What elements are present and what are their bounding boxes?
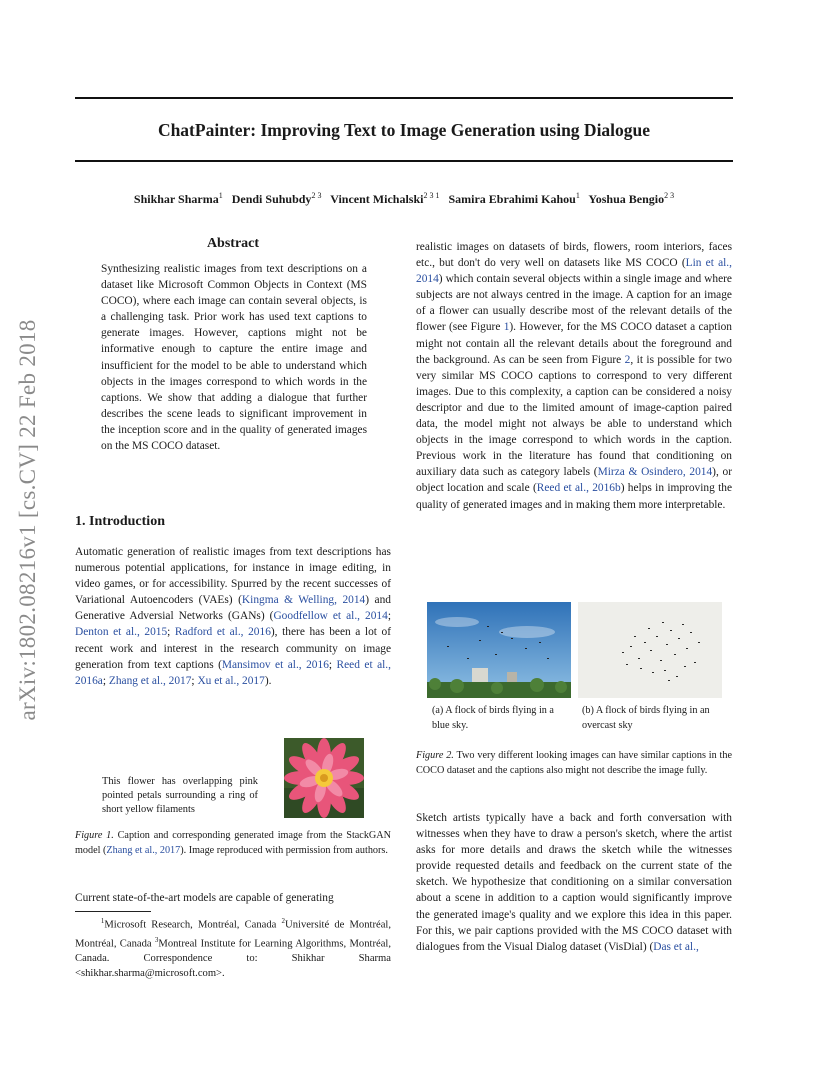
citation-link[interactable]: Radford et al., 2016 (174, 626, 271, 639)
citation-link[interactable]: Kingma & Welling, 2014 (241, 594, 366, 607)
figure1-caption: Figure 1. Caption and corresponding generated image from the StackGAN model (Zhang et al., 2017). Image reproduced with permission from authors. (75, 830, 391, 856)
title-rule-top (75, 97, 733, 99)
figure2-caption: Figure 2. Two very different looking images can have similar captions in the COCO dataset and the captions also might not describe the image fully. (416, 750, 733, 776)
citation-link[interactable]: Denton et al., 2015 (75, 626, 168, 639)
intro-paragraph-1: Automatic generation of realistic images from text descriptions has numerous potential applications, for instance in image editing, in video games, or for accessibility. Spurred by the recent successes of Variational Autoencoders (VAEs) (Kingma & Welling, 2014) and Generative Adversial Networks (GANs) (Goodfellow et al., 2014; Denton et al., 2015; Radford et al., 2016), there has been a lot of recent work and interest in the research community on image generation from text captions (Mansimov et al., 2016; Reed et al., 2016a; Zhang et al., 2017; Xu et al., 2017). (75, 546, 391, 687)
figure-ref-link[interactable]: 1 (503, 321, 510, 334)
title-rule-bottom (75, 160, 733, 162)
citation-link[interactable]: Zhang et al., 2017 (106, 844, 181, 856)
author-list (75, 191, 733, 207)
author: Shikhar Sharma$^1$ (133, 191, 223, 206)
figure-ref-link[interactable]: 2 (624, 353, 631, 366)
section-heading-introduction: 1. Introduction (75, 514, 165, 529)
figure2b-subcaption: (b) A flock of birds flying in an overcast sky (582, 705, 710, 731)
abstract-heading: Abstract (206, 236, 260, 251)
citation-link[interactable]: Reed et al., 2016b (536, 482, 621, 495)
footnote-rule (75, 911, 151, 912)
citation-link[interactable]: Mirza & Osindero, 2014 (597, 466, 713, 479)
citation-link[interactable]: Xu et al., 2017 (197, 674, 265, 687)
arxiv-stamp (8, 280, 48, 760)
affiliation-footnote: $^1$Microsoft Research, Montréal, Canada $^2$Université de Montréal, Montréal, Canada $^3$Montreal Institute for Learning Algorithms, Montréal, Canada. Correspondence to: Shikhar Sharma <shikhar.sharma@microsoft.com>. (75, 917, 391, 979)
citation-link[interactable]: Goodfellow et al., 2014 (273, 610, 388, 623)
author: Vincent Michalski$^{2 3 1}$ (330, 191, 440, 206)
figure2a-subcaption: (a) A flock of birds flying in a blue sky. (432, 705, 554, 731)
citation-link[interactable]: Das et al., (653, 940, 699, 953)
citation-link[interactable]: Reed et al., 2016a (75, 658, 391, 687)
figure2a-blue-sky-image (427, 602, 571, 698)
paper-title: ChatPainter: Improving Text to Image Generation using Dialogue (157, 120, 651, 140)
figure2b-overcast-sky-image (578, 602, 722, 698)
citation-link[interactable]: Lin et al., 2014 (416, 257, 733, 286)
right-paragraph-2: Sketch artists typically have a back and forth conversation with witnesses when they have to draw a person's sketch, where the artist asks for more details and draws the sketch while the witnesses provide requested details and feedback on the current state of the sketch. We hypothesize that conditioning on a similar conversation about a scene in addition to a caption would significantly improve the generated image's quality and we explore this idea in this paper. For this, we pair captions provided with the MS COCO dataset with dialogues from the Visual Dialog dataset (VisDial) (Das et al., (416, 812, 732, 953)
intro-paragraph-2-start: Current state-of-the-art models are capable of generating (75, 892, 334, 904)
author: Yoshua Bengio$^{2 3}$ (588, 191, 675, 206)
figure1-flower-caption: This flower has overlapping pink pointed petals surrounding a ring of short yellow filaments (102, 776, 258, 815)
figure1-flower-image (284, 738, 364, 818)
citation-link[interactable]: Mansimov et al., 2016 (221, 658, 329, 671)
right-paragraph-1: realistic images on datasets of birds, flowers, room interiors, faces etc., but don't do very well on datasets like MS COCO (Lin et al., 2014) which contain several objects within a single image and where subjects are not always centred in the image. A caption for an image of a flower can usually describe most of the relevant details of the flower (see Figure 1). However, for the MS COCO dataset a caption might not contain all the relevant details about the foreground and the background. As can be seen from Figure 2, it is possible for two very similar MS COCO captions to correspond to very different images. Due to this complexity, a caption can be considered a noisy descriptor and due to the limited amount of image-caption paired data, the model might not always be able to understand which objects in the image correspond to which words in the caption. Previous work in the literature has found that conditioning on auxiliary data such as category labels (Mirza & Osindero, 2014), or object location and scale (Reed et al., 2016b) helps in improving the quality of generated images and in making them more interpretable. (416, 241, 733, 511)
author: Dendi Suhubdy$^{2 3}$ (231, 191, 322, 206)
author: Samira Ebrahimi Kahou$^1$ (448, 191, 580, 206)
citation-link[interactable]: Zhang et al., 2017 (108, 674, 192, 687)
arxiv-id: arXiv:1802.08216v1 [cs.CV] 22 Feb 2018 (15, 319, 40, 721)
abstract-text: Synthesizing realistic images from text descriptions on a dataset like Microsoft Common Objects in Context (MS COCO), where each image can contain several objects, is a challenging task. Prior work has used text captions to generate images. However, captions might not be informative enough to capture the entire image and insufficient for the model to be able to understand which objects in the images correspond to which words in the captions. We show that adding a dialogue that further describes the scene leads to significant improvement in the inception score and in the quality of generated images on the MS COCO dataset. (101, 263, 367, 453)
